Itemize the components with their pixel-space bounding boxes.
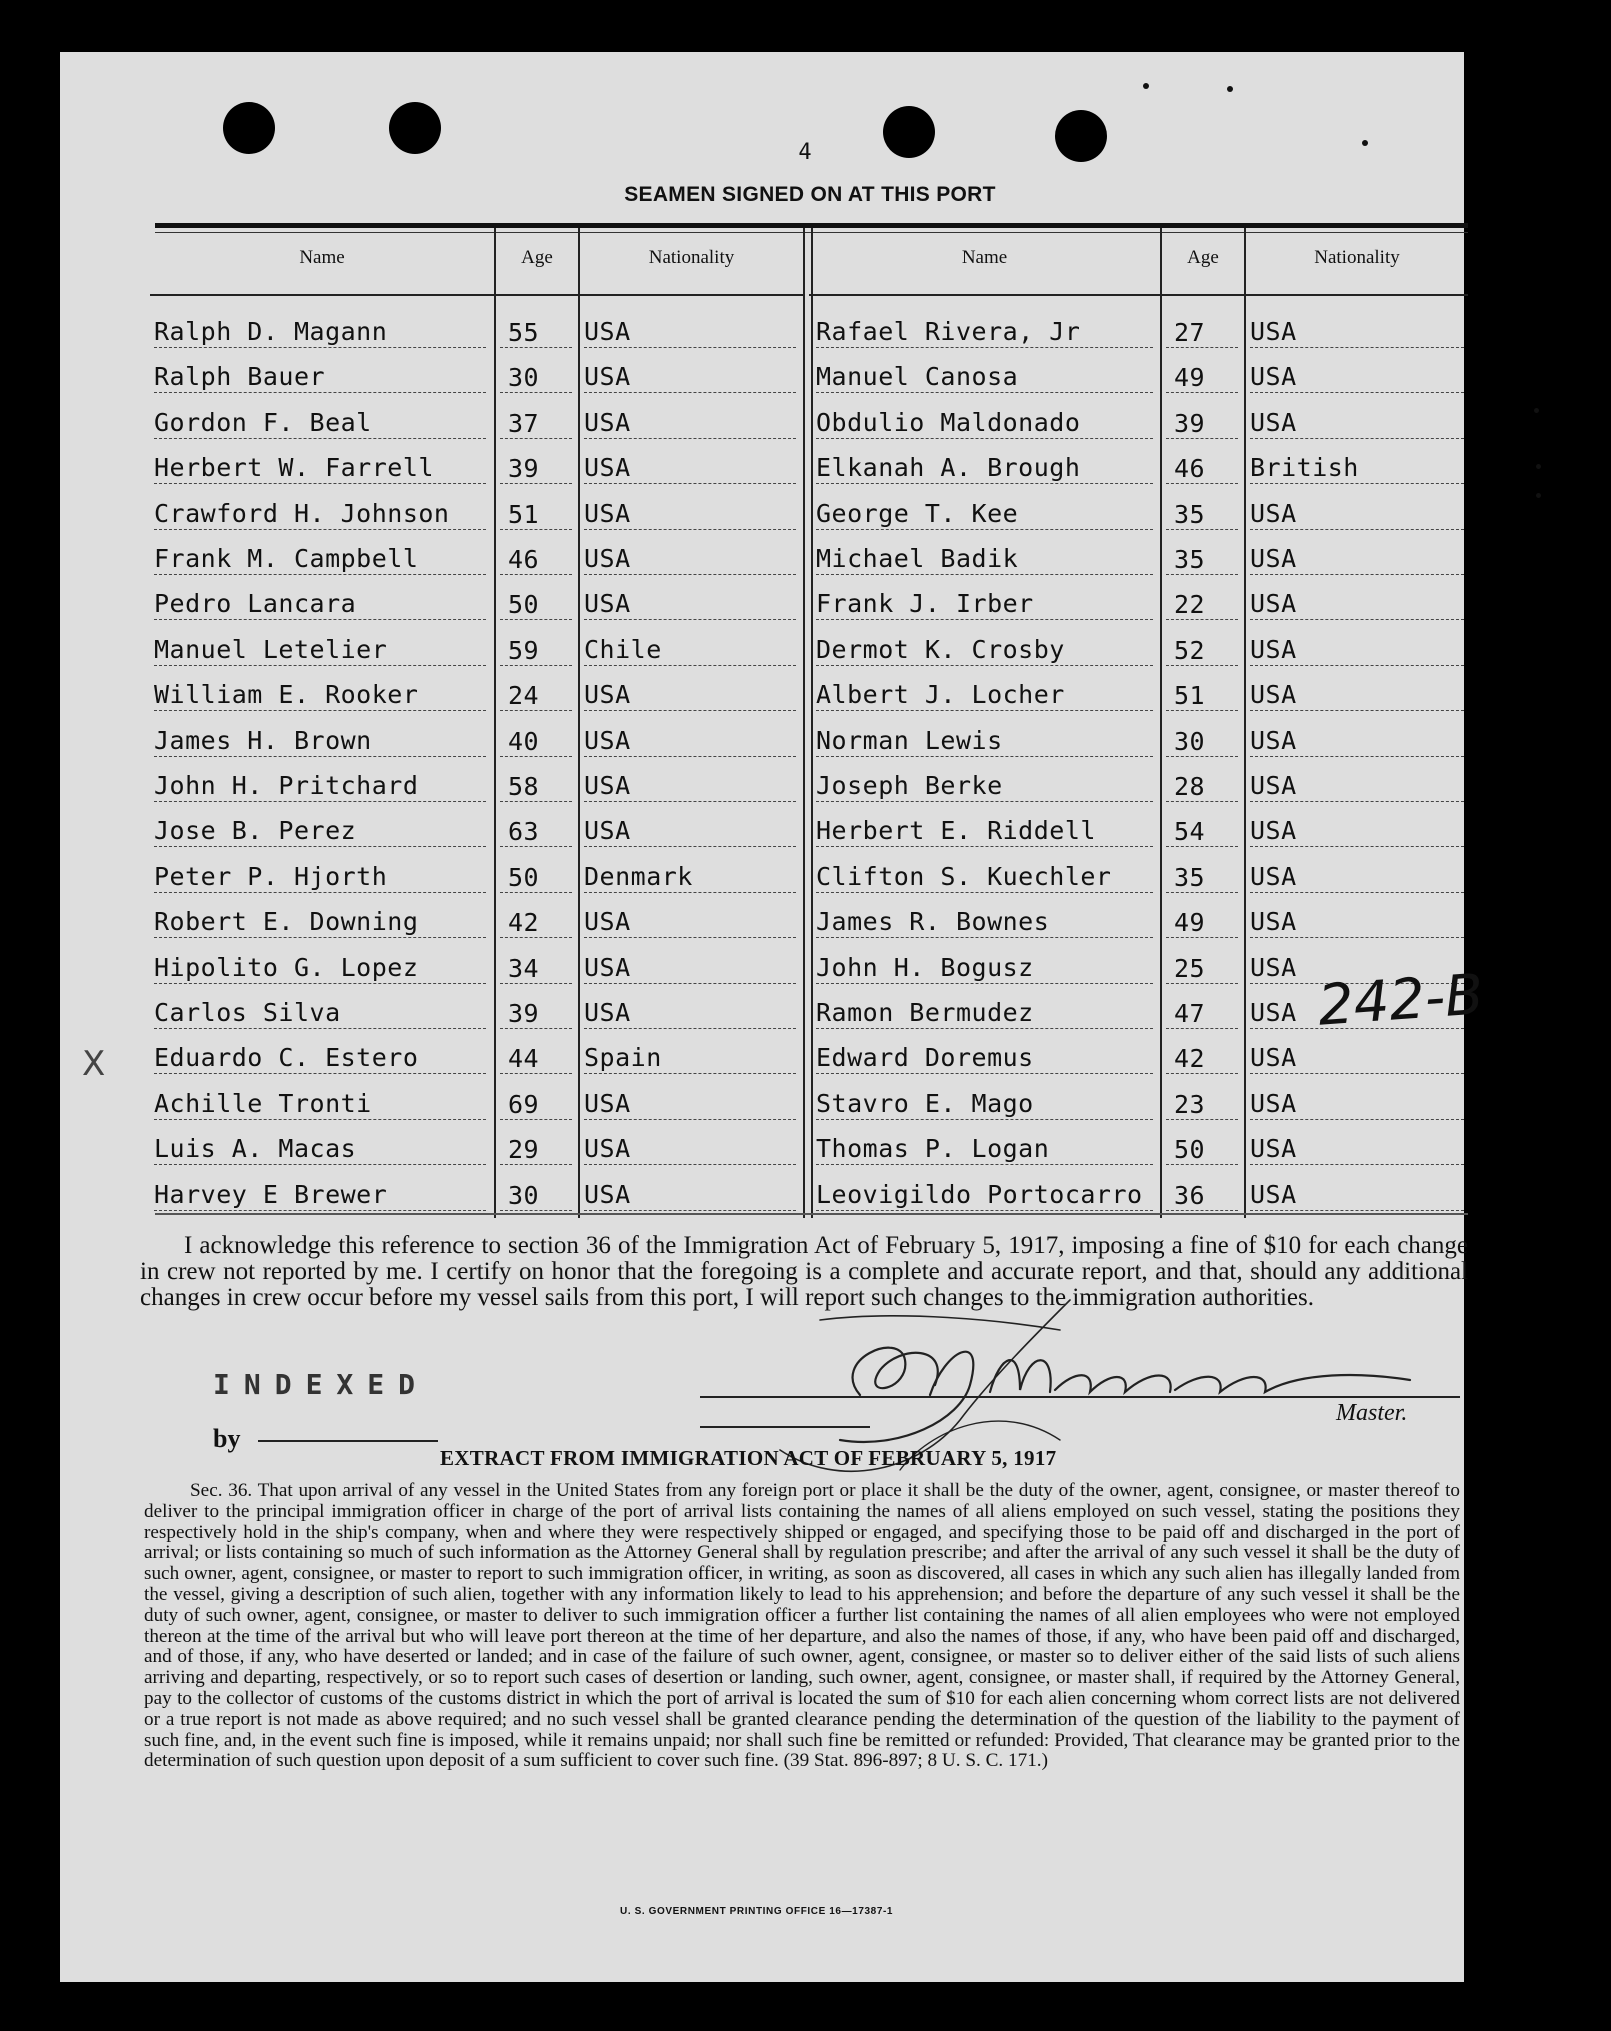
seaman-nationality: USA [584,771,796,802]
seaman-nationality: USA [1250,1043,1464,1074]
seaman-name: Pedro Lancara [154,589,486,620]
seaman-name: Robert E. Downing [154,907,486,938]
printer-line: U. S. GOVERNMENT PRINTING OFFICE 16—17387-1 [620,1906,894,1917]
seaman-name: Rafael Rivera, Jr [816,317,1153,348]
seaman-age: 50 [500,590,572,620]
seaman-name: Albert J. Locher [816,680,1153,711]
seaman-age: 27 [1166,318,1238,348]
master-signature-line [700,1396,1460,1398]
seaman-age: 39 [500,999,572,1029]
seaman-nationality: USA [1250,907,1464,938]
seaman-age: 51 [1166,681,1238,711]
seaman-age: 39 [500,454,572,484]
seaman-age: 50 [1166,1135,1238,1165]
seaman-nationality: Chile [584,635,796,666]
seaman-name: Thomas P. Logan [816,1134,1153,1165]
seaman-age: 30 [500,1181,572,1211]
seaman-name: James R. Bownes [816,907,1153,938]
seaman-name: George T. Kee [816,499,1153,530]
seaman-nationality: Spain [584,1043,796,1074]
header-age-right: Age [1187,247,1219,268]
seaman-nationality: USA [584,907,796,938]
seaman-nationality: USA [584,453,796,484]
seaman-age: 39 [1166,409,1238,439]
seaman-age: 58 [500,772,572,802]
seaman-age: 35 [1166,863,1238,893]
seaman-nationality: USA [584,816,796,847]
seaman-nationality: USA [1250,1180,1464,1211]
seaman-age: 28 [1166,772,1238,802]
seaman-name: Manuel Canosa [816,362,1153,393]
seaman-name: Carlos Silva [154,998,486,1029]
seaman-age: 49 [1166,363,1238,393]
seaman-name: Gordon F. Beal [154,408,486,439]
seaman-name: Dermot K. Crosby [816,635,1153,666]
seaman-nationality: USA [584,998,796,1029]
seaman-nationality: USA [584,408,796,439]
seaman-nationality: Denmark [584,862,796,893]
seaman-nationality: USA [1250,317,1464,348]
seaman-age: 35 [1166,545,1238,575]
seaman-name: Leovigildo Portocarro [816,1180,1153,1211]
seaman-name: Joseph Berke [816,771,1153,802]
seaman-nationality: USA [1250,362,1464,393]
header-nationality-right: Nationality [1314,247,1400,268]
seaman-name: Achille Tronti [154,1089,486,1120]
seaman-nationality: British [1250,453,1464,484]
seaman-age: 47 [1166,999,1238,1029]
seaman-age: 42 [1166,1044,1238,1074]
seaman-age: 35 [1166,500,1238,530]
seaman-name: Luis A. Macas [154,1134,486,1165]
seaman-age: 52 [1166,636,1238,666]
seaman-nationality: USA [584,317,796,348]
seaman-name: Edward Doremus [816,1043,1153,1074]
seaman-nationality: USA [1250,862,1464,893]
seaman-nationality: USA [1250,635,1464,666]
seaman-nationality: USA [584,1180,796,1211]
seaman-name: Ralph Bauer [154,362,486,393]
seaman-age: 23 [1166,1090,1238,1120]
seaman-nationality: USA [584,499,796,530]
seaman-name: James H. Brown [154,726,486,757]
seaman-name: Hipolito G. Lopez [154,953,486,984]
seaman-nationality: USA [1250,771,1464,802]
seaman-nationality: USA [584,953,796,984]
page-number: 4 [798,140,812,165]
seaman-name: Frank M. Campbell [154,544,486,575]
seaman-age: 55 [500,318,572,348]
seaman-name: Elkanah A. Brough [816,453,1153,484]
header-name-left: Name [299,247,345,268]
seaman-age: 24 [500,681,572,711]
seaman-name: Peter P. Hjorth [154,862,486,893]
seaman-age: 46 [500,545,572,575]
seaman-name: Jose B. Perez [154,816,486,847]
by-label: by [213,1424,241,1453]
seaman-nationality: USA [1250,499,1464,530]
seaman-name: Manuel Letelier [154,635,486,666]
seaman-nationality: USA [584,1134,796,1165]
seaman-name: John H. Bogusz [816,953,1153,984]
seaman-age: 30 [500,363,572,393]
seaman-age: 51 [500,500,572,530]
seaman-name: Clifton S. Kuechler [816,862,1153,893]
seaman-age: 63 [500,817,572,847]
seaman-nationality: USA [1250,726,1464,757]
seaman-nationality: USA [584,680,796,711]
seaman-age: 22 [1166,590,1238,620]
seaman-age: 30 [1166,727,1238,757]
indexed-stamp: INDEXED [213,1368,430,1401]
seaman-nationality: USA [1250,589,1464,620]
seaman-age: 44 [500,1044,572,1074]
seaman-name: Herbert E. Riddell [816,816,1153,847]
seaman-nationality: USA [1250,816,1464,847]
seaman-nationality: USA [584,589,796,620]
header-name-right: Name [961,247,1008,268]
seaman-name: William E. Rooker [154,680,486,711]
seaman-age: 42 [500,908,572,938]
seaman-age: 40 [500,727,572,757]
seaman-nationality: USA [1250,1089,1464,1120]
x-mark: X [82,1044,106,1084]
seaman-name: Stavro E. Mago [816,1089,1153,1120]
seaman-nationality: USA [1250,1134,1464,1165]
seaman-name: Harvey E Brewer [154,1180,486,1211]
seaman-name: Ramon Bermudez [816,998,1153,1029]
seaman-name: Michael Badik [816,544,1153,575]
seaman-nationality: USA [1250,408,1464,439]
handwritten-annotation: 242-B [1315,962,1486,1039]
header-age-left: Age [521,247,553,268]
seaman-age: 36 [1166,1181,1238,1211]
header-nationality-left: Nationality [648,247,735,268]
seaman-age: 25 [1166,954,1238,984]
seaman-age: 37 [500,409,572,439]
seaman-nationality: USA [1250,680,1464,711]
seaman-nationality: USA [1250,953,1464,984]
seaman-age: 59 [500,636,572,666]
seaman-nationality: USA [1250,544,1464,575]
seaman-age: 46 [1166,454,1238,484]
seaman-name: Eduardo C. Estero [154,1043,486,1074]
seaman-age: 50 [500,863,572,893]
acknowledgement-text: I acknowledge this reference to section 36 of the Immigration Act of February 5, 1917, imposing a fine of $10 for each change in crew not reported by me. I certify on honor that the foregoing is a complete and accurate report, and that, should any additional changes in crew occur before my vessel sails from this port, I will report such changes to the immigration authorities. [140,1232,1468,1311]
seaman-name: Frank J. Irber [816,589,1153,620]
section-36-text: Sec. 36. That upon arrival of any vessel in the United States from any foreign port or place it shall be the duty of the owner, agent, consignee, or master thereof to deliver to the principal immigration officer in charge of the port of arrival lists containing the names of all aliens employed on such vessel, stating the positions they respectively hold in the ship's company, when and where they were respectively shipped or engaged, and specifying those to be paid off and discharged in the port of arrival; or lists containing so much of such information as the Attorney General shall by regulation prescribe; and after the arrival of any such vessel it shall be the duty of such owner, agent, consignee, or master to report to such immigration officer, in writing, as soon as discovered, all cases in which any such alien has illegally landed from the vessel, giving a description of such alien, together with any information likely to lead to his apprehension; and before the departure of any such vessel it shall be the duty of such owner, agent, consignee, or master to deliver to such immigration officer a further list containing the names of all alien employees who were not employed thereon at the time of the arrival but who will leave port thereon at the time of her departure, and also the names of those, if any, who have been paid off and discharged, and of those, if any, who have deserted or landed; and in case of the failure of such owner, agent, consignee, or master so to deliver either of the said lists of such aliens arriving and departing, respectively, or so to report such cases of desertion or landing, such owner, agent, consignee, or master shall, if required by the Attorney General, pay to the collector of customs of the customs district in which the port of arrival is located the sum of $10 for each alien concerning whom correct lists are not delivered or a true report is not made as above required; and no such vessel shall be granted clearance pending the determination of the question of the liability to the payment of such fine, and, in the event such fine is imposed, while it remains unpaid; nor shall such fine be remitted or refunded: Provided, That clearance may be granted prior to the determination of such question upon deposit of a sum sufficient to cover such fine. (39 Stat. 896-897; 8 U. S. C. 171.) [144,1480,1460,1772]
seaman-nationality: USA [1250,998,1464,1029]
seaman-name: Ralph D. Magann [154,317,486,348]
seaman-name: Herbert W. Farrell [154,453,486,484]
extract-top-rule [700,1426,870,1428]
seaman-nationality: USA [584,726,796,757]
seaman-nationality: USA [584,1089,796,1120]
extract-title: EXTRACT FROM IMMIGRATION ACT OF FEBRUARY 5, 1917 [440,1446,1057,1470]
seaman-age: 54 [1166,817,1238,847]
seaman-age: 34 [500,954,572,984]
seaman-name: Crawford H. Johnson [154,499,486,530]
master-label: Master. [1336,1400,1408,1426]
seaman-name: Norman Lewis [816,726,1153,757]
seaman-age: 69 [500,1090,572,1120]
seaman-name: John H. Pritchard [154,771,486,802]
seaman-nationality: USA [584,362,796,393]
seaman-nationality: USA [584,544,796,575]
form-title: SEAMEN SIGNED ON AT THIS PORT [624,183,996,206]
seaman-age: 29 [500,1135,572,1165]
seaman-age: 49 [1166,908,1238,938]
seaman-name: Obdulio Maldonado [816,408,1153,439]
